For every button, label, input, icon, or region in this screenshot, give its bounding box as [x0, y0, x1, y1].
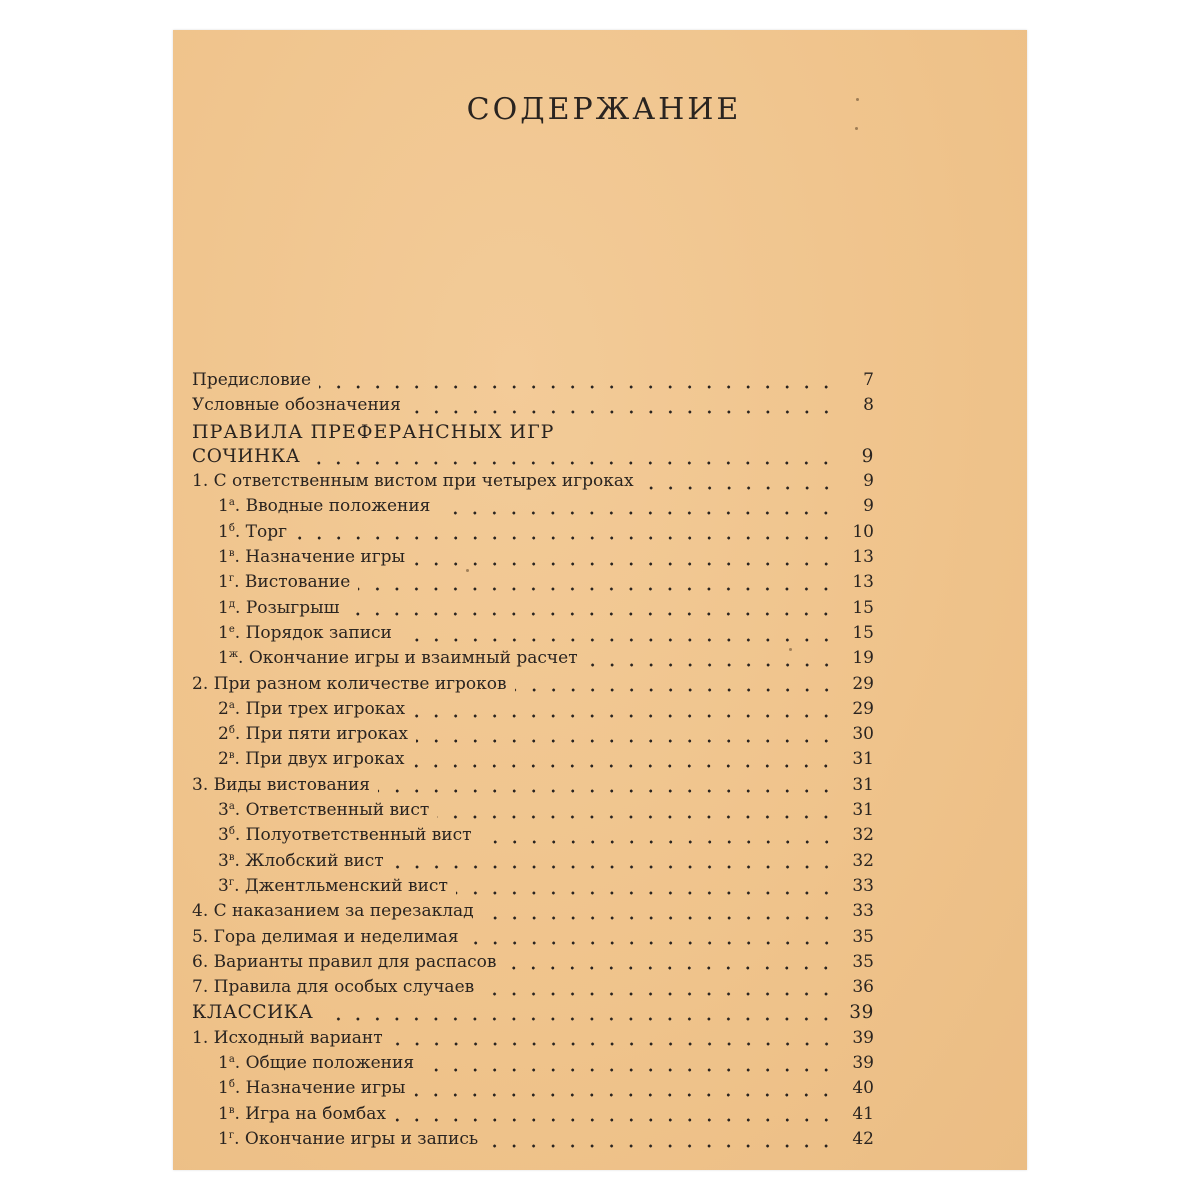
dot-leader [422, 1068, 836, 1072]
toc-entry-number: 1 [218, 547, 229, 568]
toc-entry-subletter: а [228, 801, 235, 813]
toc-entry-number: 1 [218, 622, 229, 643]
dot-leader [391, 1042, 836, 1046]
toc-entry-label: Порядок записи [245, 622, 392, 643]
toc-entry-title: $1^б$. Назначение игры [218, 1078, 406, 1099]
dot-leader [437, 815, 836, 819]
toc-entry-subletter: б [228, 1079, 235, 1091]
toc-entry-label: Джентльменский вист [244, 875, 448, 896]
toc-entry-subletter: а [228, 1054, 235, 1066]
toc-entry-title [192, 1028, 383, 1048]
toc-entry-label: Условные обозначения [192, 395, 401, 416]
toc-entry-label: СОЧИНКА [192, 445, 301, 467]
toc-entry [192, 1129, 874, 1154]
table-of-contents [192, 370, 874, 1154]
toc-entry-subletter: е [228, 623, 235, 635]
toc-entry-number: 1. [192, 1027, 209, 1048]
toc-entry-label: Гора делимая и неделимая [213, 926, 459, 947]
toc-page-number: 42 [852, 1128, 874, 1149]
toc-entry-title: $1^а$. Вводные положения [218, 496, 431, 517]
toc-entry-label: Окончание игры и запись [244, 1128, 479, 1149]
toc-entry-number: 2 [218, 749, 229, 770]
toc-entry-number: 1 [218, 572, 229, 593]
toc-page-number: 15 [852, 622, 874, 643]
dot-leader [416, 739, 836, 743]
document-page [173, 30, 1027, 1170]
toc-page-number: 13 [852, 572, 874, 593]
toc-entry-title: $2^б$. При пяти игроках [218, 724, 409, 745]
toc-entry-number: 5. [192, 926, 209, 947]
toc-entry [192, 547, 874, 572]
toc-entry-number: 1. [192, 471, 209, 492]
toc-entry [192, 851, 874, 876]
toc-entry-number: 1 [218, 597, 229, 618]
paper-speck [789, 648, 792, 651]
toc-page-number: 29 [852, 698, 874, 719]
dot-leader [642, 486, 836, 490]
toc-entry-subletter: в [228, 750, 235, 762]
toc-page-number: 9 [861, 445, 874, 467]
toc-page-number: 32 [852, 825, 874, 846]
toc-entry-label: Варианты правил для распасов [213, 951, 497, 972]
dot-leader [486, 1144, 836, 1148]
toc-entry-label: При разном количестве игроков [213, 673, 507, 694]
dot-leader [295, 536, 836, 540]
dot-leader [456, 891, 836, 895]
toc-entry [192, 901, 874, 926]
dot-leader [308, 461, 836, 465]
toc-entry-label: Виды вистования [213, 774, 371, 795]
toc-page-number: 32 [852, 850, 874, 871]
toc-entry [192, 927, 874, 952]
toc-entry-title: $3^г$. Джентльменский вист [218, 875, 448, 896]
toc-entry-title [192, 977, 474, 997]
toc-entry-subletter: б [228, 725, 235, 737]
toc-entry-title: $1^г$. Окончание игры и запись [218, 1128, 479, 1149]
toc-entry-title: $2^а$. При трех игроках [218, 698, 406, 719]
toc-entry-number: 3. [192, 774, 209, 795]
toc-page-number: 19 [852, 648, 874, 669]
toc-page-number: 31 [852, 774, 874, 795]
toc-entry [192, 876, 874, 901]
toc-entry [192, 825, 874, 850]
toc-entry [192, 699, 874, 724]
toc-entry-number: 3 [218, 800, 229, 821]
toc-page-number: 10 [852, 521, 874, 542]
toc-entry-title: $1^е$. Порядок записи [218, 622, 392, 643]
toc-entry-label: Правила для особых случаев [213, 977, 475, 998]
toc-page-number: 8 [863, 395, 874, 416]
toc-entry [192, 522, 874, 547]
toc-entry-label: Вистование [244, 572, 351, 593]
toc-entry-label: Окончание игры и взаимный расчет [248, 648, 578, 669]
toc-entry-title [192, 927, 459, 947]
toc-entry-subletter: а [228, 497, 235, 509]
toc-entry-title: $1^в$. Игра на бомбах [218, 1103, 386, 1124]
toc-entry-number: 1 [218, 1053, 229, 1074]
toc-entry-subletter: б [228, 522, 235, 534]
dot-leader [413, 714, 836, 718]
toc-entry-label: С ответственным вистом при четырех игроках [213, 471, 634, 492]
paper-speck [855, 127, 858, 130]
dot-leader [319, 385, 836, 389]
dot-leader [482, 992, 836, 996]
toc-entry-label: Вводные положения [245, 496, 431, 517]
toc-entry-number: 1 [218, 496, 229, 517]
toc-entry-number: 2. [192, 673, 209, 694]
toc-entry-label: При трех игроках [245, 698, 406, 719]
dot-leader [515, 688, 836, 692]
dot-leader [480, 840, 836, 844]
toc-entry-title [192, 952, 496, 972]
toc-entry-title: $3^а$. Ответственный вист [218, 800, 430, 821]
toc-entry-title [192, 395, 401, 415]
dot-leader [409, 410, 836, 414]
toc-entry-subletter: г [228, 573, 235, 585]
toc-entry-label: Розыгрыш [245, 597, 340, 618]
toc-entry [192, 572, 874, 597]
paper-speck [856, 98, 859, 101]
toc-page-number: 7 [863, 370, 874, 390]
dot-leader [394, 1118, 836, 1122]
toc-entry-title [192, 1002, 313, 1023]
toc-page-number: 9 [863, 471, 874, 492]
toc-entry-label: Торг [245, 521, 288, 542]
toc-entry-number: 1 [218, 1128, 229, 1149]
toc-entry [192, 648, 874, 673]
toc-entry-title: $1^а$. Общие положения [218, 1053, 415, 1074]
toc-page-number: 29 [852, 673, 874, 694]
toc-entry-number: 3 [218, 825, 229, 846]
toc-entry [192, 1053, 874, 1078]
toc-page-number: 13 [852, 547, 874, 568]
toc-page-number: 33 [852, 875, 874, 896]
toc-entry-label: Ответственный вист [245, 800, 430, 821]
dot-leader [400, 638, 836, 642]
dot-leader [504, 966, 836, 970]
toc-entry-label: Общие положения [245, 1053, 415, 1074]
dot-leader [438, 511, 836, 515]
toc-entry-number: 1 [218, 648, 229, 669]
toc-page-number: 9 [863, 496, 874, 517]
toc-entry-title [192, 471, 634, 491]
toc-entry-subletter: г [228, 1129, 235, 1141]
toc-entry-subletter: в [228, 851, 235, 863]
dot-leader [392, 865, 836, 869]
dot-leader [358, 587, 836, 591]
toc-page-number: 35 [852, 926, 874, 947]
toc-entry-subletter: в [228, 548, 235, 560]
toc-entry-number: 2 [218, 698, 229, 719]
toc-entry-subletter: в [228, 1104, 235, 1116]
dot-leader [412, 764, 836, 768]
toc-entry-title: $1^д$. Розыгрыш [218, 597, 340, 618]
toc-entry-label: При пяти игроках [245, 724, 409, 745]
toc-entry-label: ПРАВИЛА ПРЕФЕРАНСНЫХ ИГР [192, 420, 555, 443]
toc-entry [192, 496, 874, 521]
toc-entry-subletter: д [228, 598, 235, 610]
toc-entry [192, 446, 874, 471]
toc-entry [192, 1104, 874, 1129]
toc-entry-subletter: ж [228, 649, 239, 661]
toc-page-number: 39 [852, 1053, 874, 1074]
toc-entry-label: Назначение игры [245, 547, 406, 568]
toc-entry-label: КЛАССИКА [192, 1002, 314, 1024]
toc-page-number: 31 [852, 800, 874, 821]
toc-page-number: 39 [852, 1027, 874, 1048]
toc-page-number: 39 [849, 1002, 874, 1024]
toc-page-number: 41 [852, 1103, 874, 1124]
toc-entry [192, 724, 874, 749]
dot-leader [482, 916, 836, 920]
toc-entry-subletter: а [228, 699, 235, 711]
toc-entry-title [192, 370, 311, 390]
toc-entry-title: $1^ж$. Окончание игры и взаимный расчет [218, 648, 578, 669]
toc-entry [192, 775, 874, 800]
toc-entry-number: 3 [218, 875, 229, 896]
toc-entry-subletter: б [228, 826, 235, 838]
toc-page-number: 35 [852, 951, 874, 972]
toc-page-number: 33 [852, 901, 874, 922]
paper-speck [466, 569, 469, 572]
toc-entry-title: $1^в$. Назначение игры [218, 547, 406, 568]
toc-entry-title: $2^в$. При двух игроках [218, 749, 405, 770]
toc-entry-title: $1^б$. Торг [218, 521, 288, 542]
toc-entry-number: 4. [192, 901, 209, 922]
toc-entry-label: Жлобский вист [245, 850, 384, 871]
dot-leader [413, 1093, 836, 1097]
toc-entry [192, 623, 874, 648]
toc-entry-title: $1^г$. Вистование [218, 572, 351, 593]
toc-entry [192, 749, 874, 774]
toc-entry [192, 1078, 874, 1103]
toc-entry-number: 1 [218, 521, 229, 542]
toc-entry-title: $3^б$. Полуответственный вист [218, 825, 472, 846]
toc-entry-title [192, 775, 370, 795]
page-title: СОДЕРЖАНИЕ [466, 92, 742, 127]
toc-entry [192, 1028, 874, 1053]
toc-entry [192, 977, 874, 1002]
toc-entry [192, 674, 874, 699]
dot-leader [586, 663, 836, 667]
toc-entry-title [192, 446, 300, 467]
toc-entry-number: 2 [218, 724, 229, 745]
toc-entry-label: Полуответственный вист [245, 825, 472, 846]
toc-entry [192, 1002, 874, 1027]
toc-entry [192, 421, 874, 446]
toc-page-number: 36 [852, 977, 874, 998]
toc-entry-label: Исходный вариант [213, 1027, 383, 1048]
toc-entry-number: 6. [192, 951, 209, 972]
toc-page-number: 15 [852, 597, 874, 618]
dot-leader [378, 789, 836, 793]
toc-entry-label: При двух игроках [245, 749, 405, 770]
toc-entry-label: Предисловие [192, 370, 312, 390]
toc-entry [192, 800, 874, 825]
toc-entry-title [192, 901, 474, 921]
toc-entry-number: 3 [218, 850, 229, 871]
toc-entry-title [192, 674, 507, 694]
toc-entry-label: Игра на бомбах [245, 1103, 386, 1124]
toc-entry [192, 952, 874, 977]
toc-entry-number: 1 [218, 1078, 229, 1099]
toc-entry [192, 395, 874, 420]
toc-page-number: 31 [852, 749, 874, 770]
dot-leader [347, 612, 836, 616]
toc-entry-title: $3^в$. Жлобский вист [218, 850, 384, 871]
toc-entry-label: Назначение игры [245, 1078, 406, 1099]
toc-entry [192, 598, 874, 623]
dot-leader [321, 1017, 836, 1021]
dot-leader [467, 941, 836, 945]
dot-leader [413, 562, 836, 566]
toc-entry-number: 1 [218, 1103, 229, 1124]
toc-entry [192, 471, 874, 496]
toc-page-number: 30 [852, 724, 874, 745]
toc-entry [192, 370, 874, 395]
toc-entry-title [192, 421, 554, 443]
toc-entry-subletter: г [228, 876, 235, 888]
toc-page-number: 40 [852, 1078, 874, 1099]
toc-entry-label: С наказанием за перезаклад [213, 901, 474, 922]
toc-entry-number: 7. [192, 977, 209, 998]
